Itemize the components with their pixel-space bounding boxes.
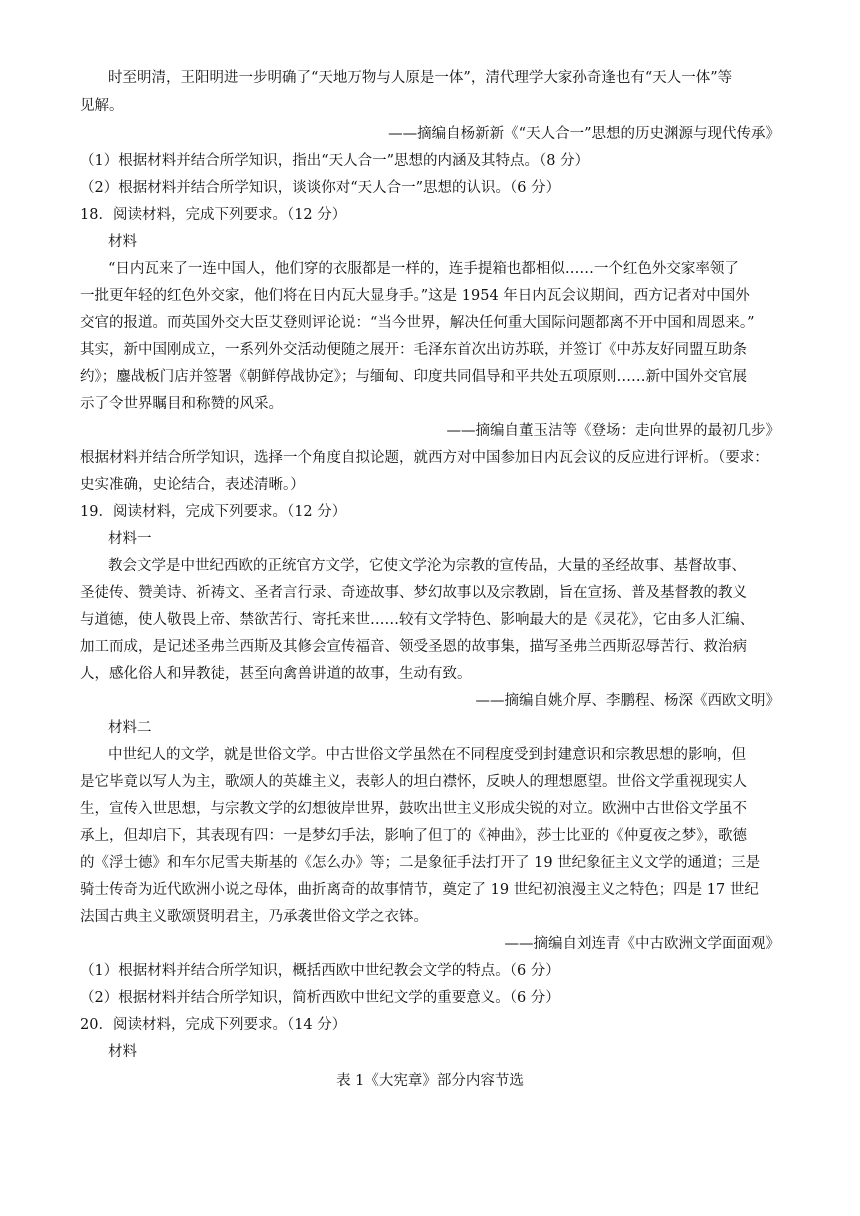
q18-material-line: 交官的报道。而英国外交大臣艾登则评论说：“当今世界，解决任何重大国际问题都离不开中国和周恩来。” (80, 315, 755, 331)
q18-material-label: 材料 (108, 234, 137, 250)
q19-material-2-line: 生，宣传入世思想，与宗教文学的幻想彼岸世界，鼓吹出世主义形成尖锐的对立。欧洲中古世俗文学虽不 (80, 801, 747, 817)
q18-source: ——摘编自董玉洁等《登场：走向世界的最初几步》 (446, 423, 780, 439)
q19-heading: 19．阅读材料，完成下列要求。（12 分） (80, 504, 347, 520)
q17-subquestion-2: （2）根据材料并结合所学知识，谈谈你对“天人合一”思想的认识。（6 分） (80, 180, 561, 196)
q19-material-1-line: 人，感化俗人和异教徒，甚至向禽兽讲道的故事，生动有致。 (80, 666, 472, 682)
q19-material-2-line: 法国古典主义歌颂贤明君主，乃承袭世俗文学之衣钵。 (80, 909, 428, 925)
q19-material-1-line: 圣徒传、赞美诗、祈祷文、圣者言行录、奇迹故事、梦幻故事以及宗教剧，旨在宣扬、普及基督教的教义 (80, 585, 747, 601)
q17-material-line: 见解。 (80, 98, 124, 114)
q19-subquestion-1: （1）根据材料并结合所学知识，概括西欧中世纪教会文学的特点。（6 分） (80, 963, 560, 979)
q18-material-line: 示了令世界瞩目和称赞的风采。 (80, 396, 283, 412)
q19-source-2: ——摘编自刘连青《中古欧洲文学面面观》 (504, 936, 780, 952)
q17-material-line: 时至明清，王阳明进一步明确了“天地万物与人原是一体”，清代理学大家孙奇逢也有“天人一体”等 (108, 70, 733, 86)
q19-material-2-label: 材料二 (108, 720, 152, 736)
q18-requirement: 史实准确，史论结合，表述清晰。） (80, 477, 305, 493)
q19-subquestion-2: （2）根据材料并结合所学知识，简析西欧中世纪文学的重要意义。（6 分） (80, 990, 560, 1006)
q18-material-line: 一批更年轻的红色外交家，他们将在日内瓦大显身手。”这是 1954 年日内瓦会议期间，西方记者对中国外 (80, 288, 750, 304)
q18-requirement: 根据材料并结合所学知识，选择一个角度自拟论题，就西方对中国参加日内瓦会议的反应进行评析。（要求： (80, 450, 769, 466)
q17-source: ——摘编自杨新新《“天人合一”思想的历史渊源与现代传承》 (388, 126, 780, 142)
q18-heading: 18．阅读材料，完成下列要求。（12 分） (80, 207, 347, 223)
q18-material-line: “日内瓦来了一连中国人，他们穿的衣服都是一样的，连手提箱也都相似……一个红色外交家率领了 (108, 261, 739, 277)
q20-material-label: 材料 (108, 1044, 137, 1060)
q20-table-caption: 表 1《大宪章》部分内容节选 (336, 1073, 524, 1089)
q19-material-1-line: 与道德，使人敬畏上帝、禁欲苦行、寄托来世……较有文学特色、影响最大的是《灵花》，它由多人汇编、 (80, 612, 755, 628)
q19-material-1-line: 加工而成，是记述圣弗兰西斯及其修会宣传福音、领受圣恩的故事集，描写圣弗兰西斯忍辱苦行、救治病 (80, 639, 747, 655)
q19-material-2-line: 中世纪人的文学，就是世俗文学。中古世俗文学虽然在不同程度受到封建意识和宗教思想的影响，但 (108, 747, 746, 763)
q19-material-2-line: 承上，但却启下，其表现有四：一是梦幻手法，影响了但丁的《神曲》，莎士比亚的《仲夏夜之梦》，歌德 (80, 828, 747, 844)
q19-source-1: ——摘编自姚介厚、李鹏程、杨深《西欧文明》 (475, 693, 780, 709)
q19-material-2-line: 的《浮士德》和车尔尼雪夫斯基的《怎么办》等；二是象征手法打开了 19 世纪象征主义文学的通道；三是 (80, 855, 761, 871)
q19-material-1-line: 教会文学是中世纪西欧的正统官方文学，它使文学沦为宗教的宣传品，大量的圣经故事、基督故事、 (108, 558, 746, 574)
q19-material-2-line: 骑士传奇为近代欧洲小说之母体，曲折离奇的故事情节，奠定了 19 世纪初浪漫主义之特色；四是 17 世纪 (80, 882, 759, 898)
q18-material-line: 其实，新中国刚成立，一系列外交活动便随之展开：毛泽东首次出访苏联，并签订《中苏友好同盟互助条 (80, 342, 747, 358)
q19-material-1-label: 材料一 (108, 531, 152, 547)
q20-heading: 20．阅读材料，完成下列要求。（14 分） (80, 1017, 347, 1033)
q19-material-2-line: 是它毕竟以写人为主，歌颂人的英雄主义，表彰人的坦白襟怀，反映人的理想愿望。世俗文学重视现实人 (80, 774, 747, 790)
q18-material-line: 约》；鏖战板门店并签署《朝鲜停战协定》；与缅甸、印度共同倡导和平共处五项原则……新中国外交官展 (80, 369, 747, 385)
q17-subquestion-1: （1）根据材料并结合所学知识，指出“天人合一”思想的内涵及其特点。（8 分） (80, 153, 590, 169)
